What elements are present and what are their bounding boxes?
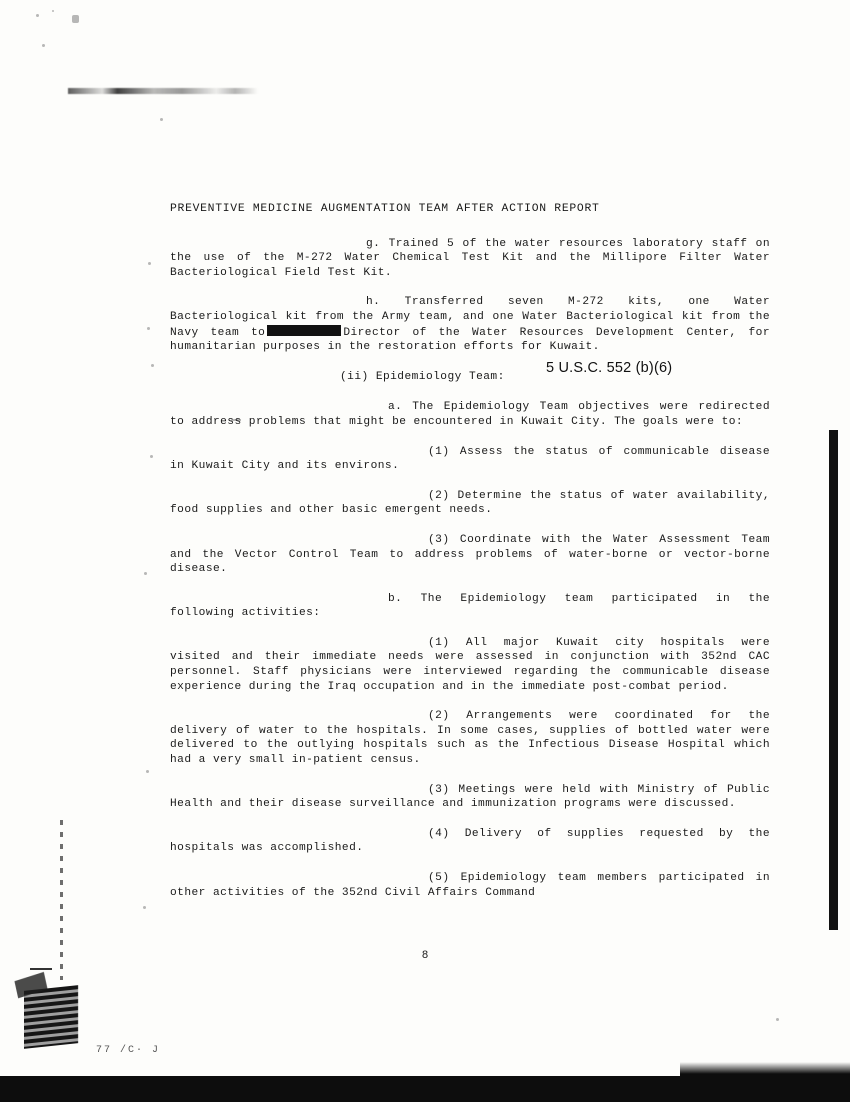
scan-speckle <box>147 327 150 330</box>
scan-speckle <box>776 1018 779 1021</box>
scan-speckle <box>72 15 79 23</box>
paragraph-a2 <box>170 489 770 518</box>
scan-edge-right <box>829 430 838 930</box>
page-title: PREVENTIVE MEDICINE AUGMENTATION TEAM AFTER ACTION REPORT <box>170 203 600 215</box>
scan-artifact-blob <box>24 985 78 1049</box>
paragraph-a1-text: (1) Assess the status of communicable disease in Kuwait City and its environs. <box>170 445 770 473</box>
paragraph-a-text: a. The Epidemiology Team objectives were redirected to address problems that might be encountered in Kuwait City. The goals were to: <box>170 401 770 428</box>
document-body <box>170 202 770 915</box>
section-heading-ii: (ii) Epidemiology Team: <box>340 370 505 383</box>
redaction-block <box>267 325 341 336</box>
scan-smudge-top <box>68 88 258 94</box>
scan-speckle <box>143 906 146 909</box>
paragraph-b4 <box>170 827 770 856</box>
paragraph-h-text-after: Director of the Water Resources Development Center, for humanitarian purposes in the restoration efforts for Kuwait. <box>170 326 771 354</box>
page-number: 8 <box>421 950 429 962</box>
paragraph-b-text: b. The Epidemiology team participated in the following activities: <box>170 592 770 620</box>
paragraph-h-text-before: h. Transferred seven M-272 kits, one Water Bacteriological kit from the Army team, and one Water Bacteriological kit from the Navy team to <box>170 296 770 339</box>
paragraph-a3-text: (3) Coordinate with the Water Assessment Team and the Vector Control Team to address problems of water-borne or vector-borne disease. <box>170 533 770 576</box>
scan-speckle <box>36 14 39 17</box>
scan-edge-bottom <box>0 1076 850 1102</box>
paragraph-g <box>170 237 770 281</box>
paragraph-b2 <box>170 709 770 767</box>
scan-mark-dash <box>30 968 52 970</box>
scan-binding-marks <box>60 820 63 980</box>
scan-edge-bottom-taper <box>680 1062 850 1076</box>
foia-exemption-stamp: 5 U.S.C. 552 (b)(6) <box>546 360 673 376</box>
paragraph-b5 <box>170 871 770 900</box>
paragraph-b2-text: (2) Arrangements were coordinated for the delivery of water to the hospitals. In some cases, supplies of bottled water were delivered to the outlying hospitals such as the Infectious Disease Hospital which had a very small in-patient census. <box>170 710 770 767</box>
paragraph-a3 <box>170 533 770 577</box>
paragraph-g-text: g. Trained 5 of the water resources laboratory staff on the use of the M-272 Water Chemical Test Kit and the Millipore Filter Water Bacteriological Field Test Kit. <box>170 237 770 279</box>
paragraph-b5-text: (5) Epidemiology team members participated in other activities of the 352nd Civil Affairs Command <box>170 872 770 899</box>
scan-speckle <box>52 10 54 12</box>
paragraph-a1 <box>170 445 770 474</box>
paragraph-b <box>170 592 770 621</box>
paragraph-h <box>170 295 770 354</box>
scan-speckle <box>151 364 154 367</box>
scan-speckle <box>160 118 163 121</box>
scan-annotation: 77 /C· J <box>96 1045 161 1056</box>
paragraph-b1 <box>170 636 770 694</box>
paragraph-b3-text: (3) Meetings were held with Ministry of Public Health and their disease surveillance and immunization programs were discussed. <box>170 783 770 811</box>
paragraph-a2-text: (2) Determine the status of water availability, food supplies and other basic emergent needs. <box>170 489 770 517</box>
paragraph-b1-text: (1) All major Kuwait city hospitals were visited and their immediate needs were assessed in conjunction with 352nd CAC personnel. Staff physicians were interviewed regarding the communicable disease experience during the Iraq occupation and in the immediate post-combat period. <box>170 636 770 693</box>
scan-speckle <box>144 572 147 575</box>
paragraph-b3 <box>170 783 770 812</box>
scan-speckle <box>148 262 151 265</box>
scan-speckle <box>146 770 149 773</box>
scan-speckle <box>42 44 45 47</box>
paragraph-b4-text: (4) Delivery of supplies requested by the hospitals was accomplished. <box>170 827 770 855</box>
scan-speckle <box>150 455 153 458</box>
paragraph-a <box>170 400 770 429</box>
